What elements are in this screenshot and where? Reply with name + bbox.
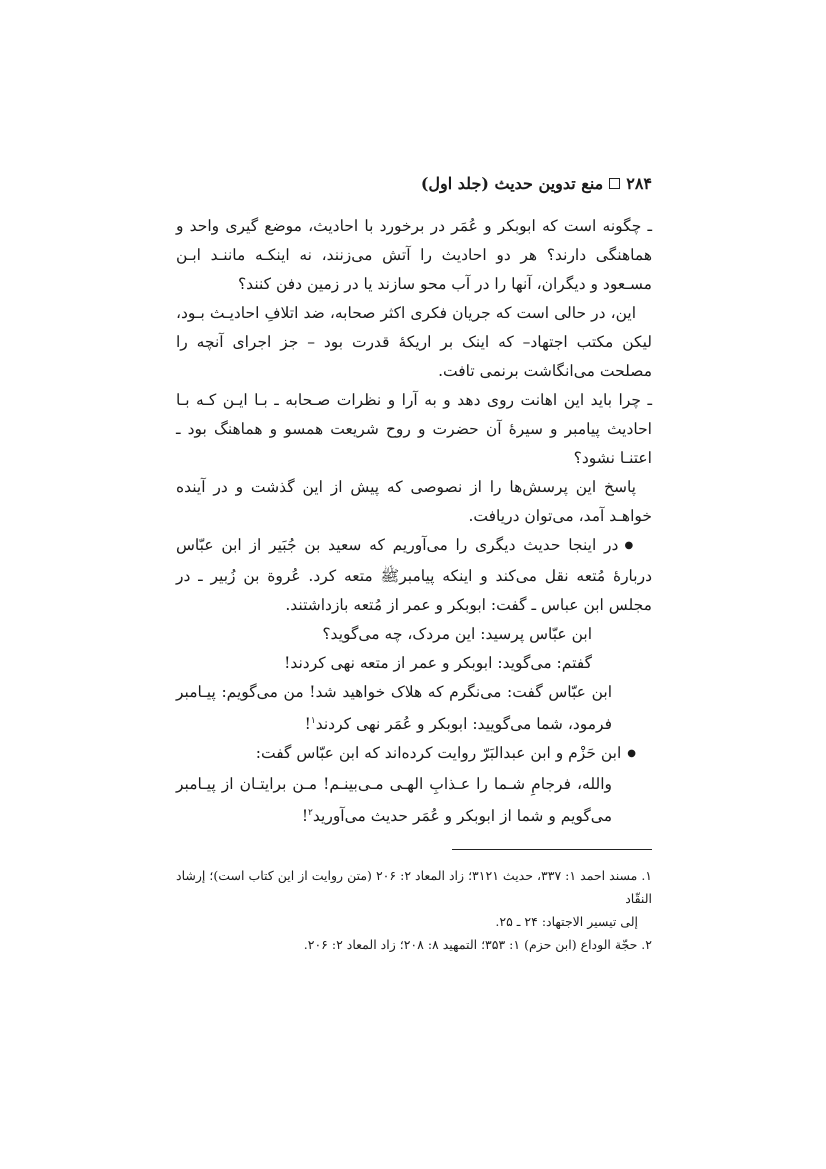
quote-line: گفتم: می‌گوید: ابوبکر و عمر از متعه نهی کردند! xyxy=(284,654,592,672)
quote-paragraph xyxy=(176,770,652,831)
footnote-divider xyxy=(452,849,652,850)
footnote: ۱. مسند احمد ۱: ۳۳۷، حدیث ۳۱۲۱؛ زاد المعاد ۲: ۲۰۶ (متن روایت از این کتاب است)؛ إرشاد النقّاد xyxy=(176,868,653,907)
footnote: ۲. حجّة الوداع (ابن حزم) ۱: ۳۵۳؛ التمهید ۸: ۲۰۸؛ زاد المعاد ۲: ۲۰۶. xyxy=(303,937,652,953)
paragraph: ـ چرا باید این اهانت روی دهد و به آرا و نظرات صـحابه ـ بـا ایـن کـه بـا احادیث پیامبر و سیرهٔ آن حضرت و روح شریعت همسو و هماهنگ بود ـ اعتنـا نشود؟ xyxy=(176,391,652,467)
page-header xyxy=(176,166,652,200)
paragraph: این، در حالی است که جریان فکری اکثر صحابه، ضد اتلافِ احادیـث بـود، لیکن مکتب اجتهاد– که اینک بر اریکهٔ قدرت بود – جز اجرای آنچه را مصلحت می‌انگاشت برنمی تافت. xyxy=(176,304,652,380)
paragraph: پاسخ این پرسش‌ها را از نصوصی که پیش از این گذشت و در آینده خواهـد آمد، می‌توان دریافت. xyxy=(176,478,652,525)
quote-text: ابن عبّاس گفت: می‌نگرم که هلاک خواهید شد! من می‌گویم: پیـامبر فرمود، شما می‌گویید: ابوبکر و عُمَر نهی کردند xyxy=(176,683,612,734)
page xyxy=(176,166,652,956)
bullet-paragraph: ● در اینجا حدیث دیگری را می‌آوریم که سعید بن جُبَیر از ابن عبّاس دربارهٔ مُتعه نقل می‌کند و اینکه پیامبرﷺ متعه کرد. عُروة بن زُبیر ـ در مجلس ابن عباس ـ گفت: ابوبکر و عمر از مُتعه بازداشتند. xyxy=(176,531,652,620)
quote-end: ! xyxy=(304,715,311,734)
bullet-paragraph: ● ابن حَزْم و ابن عبدالبَرّ روایت کرده‌اند که ابن عبّاس گفت: xyxy=(176,739,652,770)
page-number: ۲۸۴ xyxy=(626,173,652,193)
quote-paragraph xyxy=(176,678,652,739)
footnote-ref: ۲ xyxy=(308,808,313,819)
footnote-continuation: إلی تیسیر الاجتهاد: ۲۴ ـ ۲۵. xyxy=(495,914,638,930)
quote-line: ابن عبّاس پرسید: این مردک، چه می‌گوید؟ xyxy=(322,625,592,643)
quote-text: والله، فرجامِ شـما را عـذابِ الهـی مـی‌بینـم! مـن برایتـان از پیـامبر می‌گویم و شما از ابوبکر و عُمَر حدیث می‌آورید xyxy=(176,775,612,826)
square-icon xyxy=(609,178,620,189)
running-title: منع تدوین حدیث (جلد اول) xyxy=(420,173,604,193)
paragraph: ـ چگونه است که ابوبکر و عُمَر در برخورد با احادیث، موضع گیری واحد و هماهنگی دارند؟ هر دو احادیث را آتش می‌زنند، نه اینکـه ماننـد ابـن مسـعود و دیگران، آنها را در آب محو سازند یا در زمین دفن کنند؟ xyxy=(176,217,652,293)
quote-end: ! xyxy=(301,807,309,826)
footnote-ref: ۱ xyxy=(310,716,316,726)
